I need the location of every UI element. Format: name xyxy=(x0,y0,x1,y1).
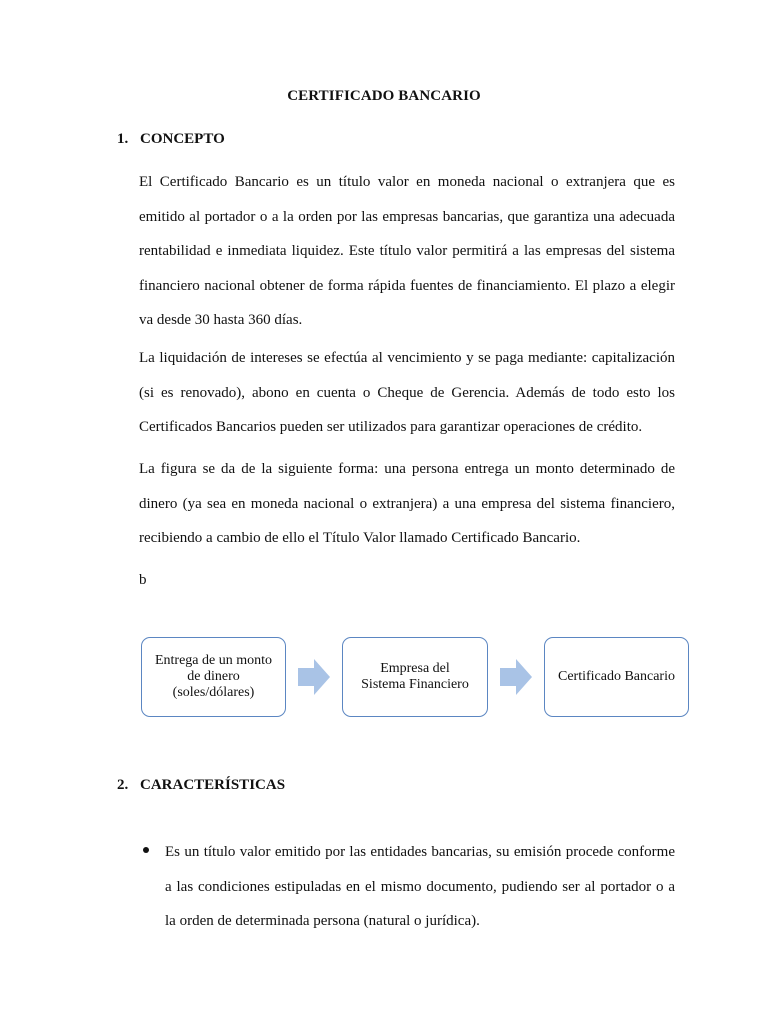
diagram-step-deposit-line1: Entrega de un monto xyxy=(154,653,273,668)
concept-paragraph-1 xyxy=(139,165,675,338)
bullet-icon xyxy=(143,847,149,853)
diagram-step-financial-company-line1: Empresa del xyxy=(380,661,450,676)
section-2-heading xyxy=(117,777,285,794)
diagram-arrow-2 xyxy=(500,659,532,695)
section-2-number: 2. xyxy=(117,777,129,793)
diagram-step-deposit-line3: (soles/dólares) xyxy=(172,685,255,700)
diagram-step-financial-company-line2: Sistema Financiero xyxy=(361,677,469,692)
section-2-title: CARACTERÍSTICAS xyxy=(140,777,286,793)
section-1-number: 1. xyxy=(117,131,129,147)
diagram-step-certificate xyxy=(544,637,689,717)
section-1-title: CONCEPTO xyxy=(140,131,225,147)
document-title: CERTIFICADO BANCARIO xyxy=(287,88,481,104)
characteristic-bullet-1: Es un título valor emitido por las entidades bancarias, su emisión procede conforme a las condiciones estipuladas en el mismo documento, pudiendo ser al portador o a la orden de determinada persona (natural o jurídica). xyxy=(165,844,675,929)
concept-paragraph-2 xyxy=(139,341,675,445)
diagram-step-certificate-line1: Certificado Bancario xyxy=(557,669,675,684)
diagram-arrow-1 xyxy=(298,659,330,695)
diagram-step-deposit-line2: de dinero xyxy=(187,669,240,684)
stray-letter: b xyxy=(139,572,147,588)
concept-paragraph-3 xyxy=(139,452,675,556)
diagram-step-financial-company xyxy=(342,637,488,717)
section-1-heading xyxy=(117,131,225,148)
diagram-step-deposit xyxy=(141,637,286,717)
concept-paragraph-1-text: El Certificado Bancario es un título valor en moneda nacional o extranjera que es emitido al portador o a la orden por las empresas bancarias, que garantiza una adecuada rentabilidad e inmediata liquidez. Este título valor permitirá a las empresas del sistema financiero nacional obtener de forma rápida fuentes de financiamiento. El plazo a elegir va desde 30 hasta 360 días. xyxy=(139,174,675,328)
concept-paragraph-2-text: La liquidación de intereses se efectúa al vencimiento y se paga mediante: capitalización (si es renovado), abono en cuenta o Cheque de Gerencia. Además de todo esto los Certificados Bancarios pueden ser utilizados para garantizar operaciones de crédito. xyxy=(139,350,675,435)
concept-paragraph-3-text: La figura se da de la siguiente forma: una persona entrega un monto determinado de dinero (ya sea en moneda nacional o extranjera) a una empresa del sistema financiero, recibiendo a cambio de ello el Título Valor llamado Certificado Bancario. xyxy=(139,461,675,546)
